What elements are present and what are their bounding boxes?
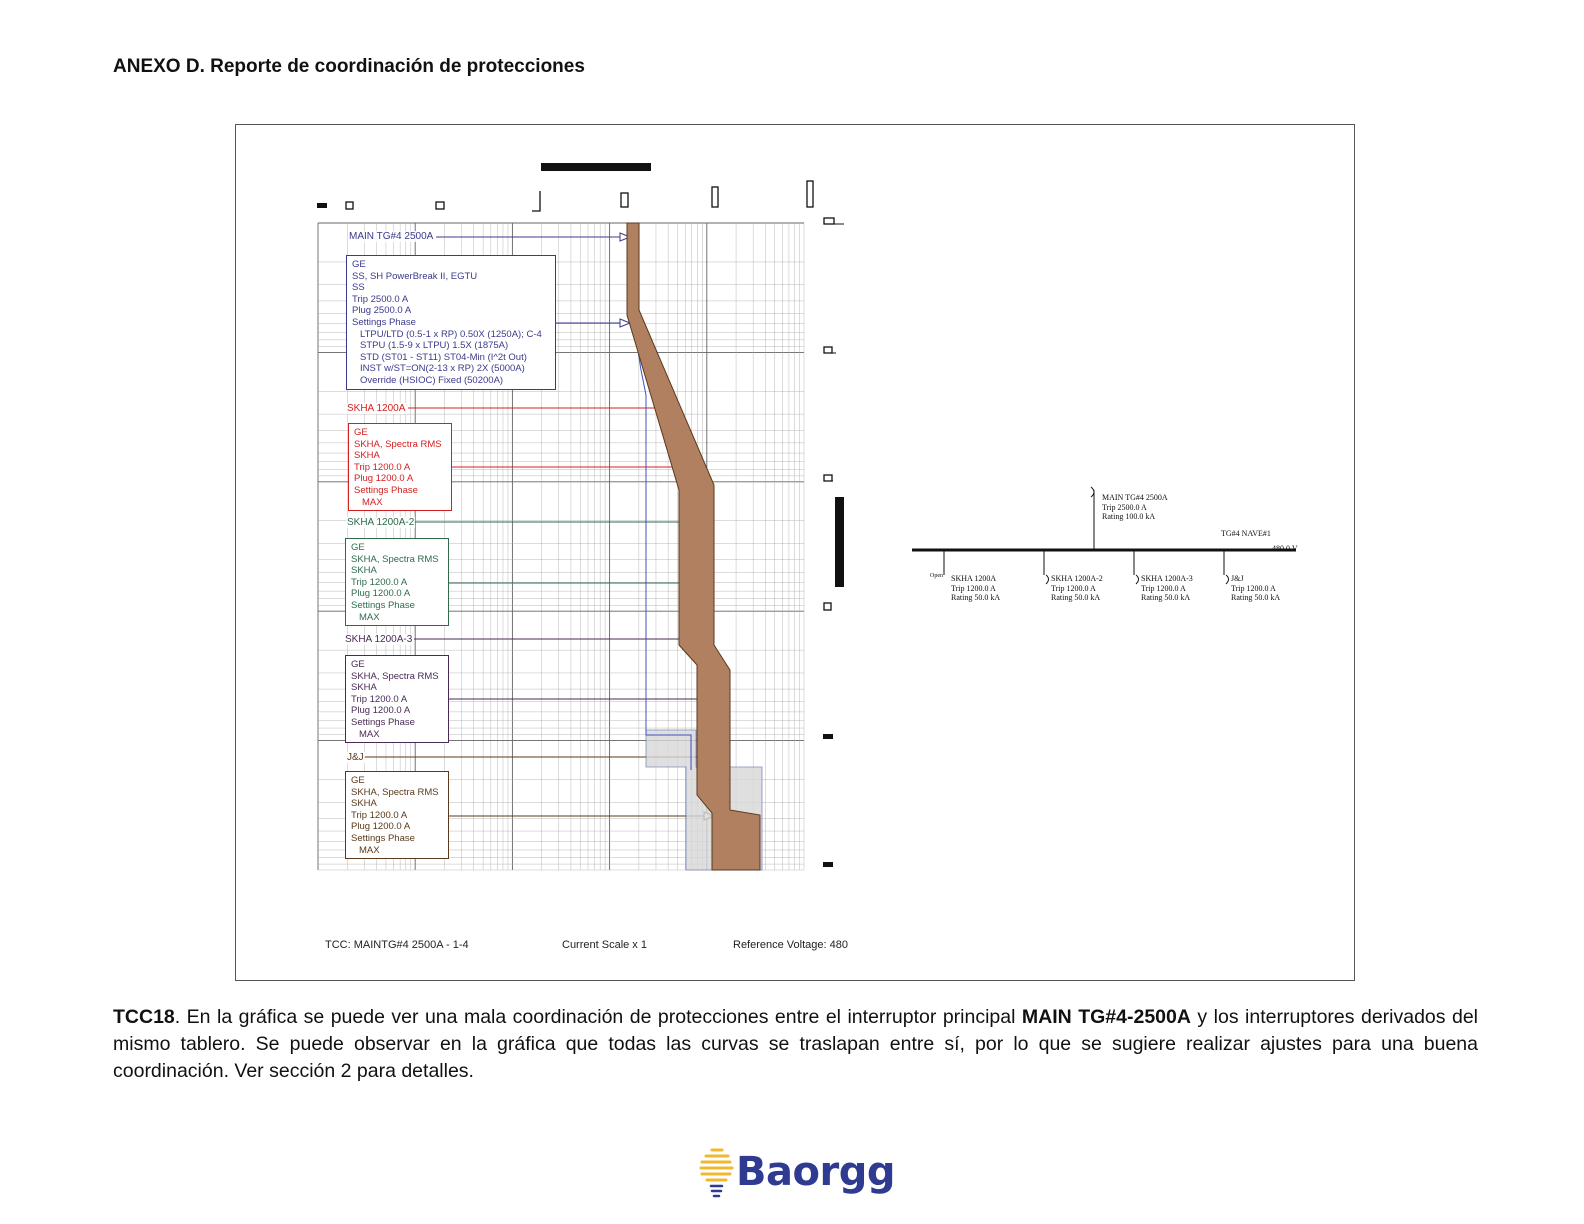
caption-highlight: MAIN TG#4-2500A [1021,1006,1191,1028]
info-line: MAX [362,496,383,508]
info-line: Plug 2500.0 A [352,305,412,317]
info-line: SKHA [351,682,377,694]
info-line: Settings Phase [351,599,415,611]
info-line: Trip 1200.0 A [351,809,408,821]
oneline-feeder-2: SKHA 1200A-2 Trip 1200.0 A Rating 50.0 kA [1051,574,1103,602]
device-label-skha-1200a-3: SKHA 1200A-3 [345,634,413,645]
device-label-skha-1200a-2: SKHA 1200A-2 [347,517,415,528]
info-line: SS, SH PowerBreak II, EGTU [352,270,478,282]
tcc-footer-voltage: Reference Voltage: 480 [733,939,848,951]
oneline-open-label: Open [930,573,943,579]
info-line: GE [352,259,366,270]
info-line: MAX [359,728,380,740]
info-line: SKHA [351,565,377,577]
oneline-feeder-4: J&J Trip 1200.0 A Rating 50.0 kA [1231,574,1281,602]
info-line: Trip 1200.0 A [354,461,411,473]
info-line: SKHA, Spectra RMS [351,786,439,798]
info-box-main [346,255,556,390]
info-line: SKHA, Spectra RMS [351,670,439,682]
info-line: MAX [359,844,380,856]
device-label-jj: J&J [347,752,364,763]
info-line: SKHA, Spectra RMS [351,553,439,565]
info-box-skha-1200a-3 [345,655,449,743]
oneline-bus-name: TG#4 NAVE#1 [1221,529,1271,538]
info-line: SKHA, Spectra RMS [354,438,442,450]
info-box-skha-1200a [348,423,452,511]
oneline-feeder-1: SKHA 1200A Trip 1200.0 A Rating 50.0 kA [951,574,1001,602]
info-line: Trip 1200.0 A [351,576,408,588]
lightbulb-logo-icon [698,1146,734,1198]
info-line: Plug 1200.0 A [351,821,411,833]
info-box-jj [345,771,449,859]
info-line: GE [351,775,365,786]
caption-prefix: TCC18 [113,1006,175,1028]
info-line: Plug 1200.0 A [351,588,411,600]
figure-caption [113,1004,1478,1085]
info-line: SKHA [354,450,380,462]
info-line: INST w/ST=ON(2-13 x RP) 2X (5000A) [360,363,525,375]
info-line: Plug 1200.0 A [354,473,414,485]
info-line: LTPU/LTD (0.5-1 x RP) 0.50X (1250A); C-4 [360,328,542,340]
tcc-footer-name: TCC: MAINTG#4 2500A - 1-4 [325,939,469,951]
info-line: Settings Phase [354,484,418,496]
brand-logo-text: Baorgg [736,1149,895,1195]
caption-part1: . En la gráfica se puede ver una mala coordinación de protecciones entre el interruptor principal [174,1006,1022,1028]
info-line: MAX [359,611,380,623]
info-line: SKHA [351,798,377,810]
info-line: GE [351,542,365,553]
device-label-skha-1200a: SKHA 1200A [347,403,406,414]
device-label-main: MAIN TG#4 2500A [349,231,434,242]
info-box-skha-1200a-2 [345,538,449,626]
caption-part2: y los interruptores derivados del mismo tablero. Se puede observar en la gráfica que todas las curvas se traslapan entre sí, por lo que se sugiere realizar ajustes para una buena coordinación. Ver sección 2 para detalles. [113,1006,1479,1082]
info-line: STD (ST01 - ST11) ST04-Min (I^2t Out) [360,351,527,363]
info-line: Settings Phase [351,716,415,728]
oneline-bus-voltage: 480.0 V [1272,544,1298,553]
info-line: Trip 1200.0 A [351,693,408,705]
info-line: GE [351,659,365,670]
tcc-footer-scale: Current Scale x 1 [562,939,647,951]
info-line: Override (HSIOC) Fixed (50200A) [360,374,504,386]
info-line: STPU (1.5-9 x LTPU) 1.5X (1875A) [360,340,509,352]
info-line: Settings Phase [351,832,415,844]
info-line: Trip 2500.0 A [352,293,409,305]
info-line: GE [354,427,368,438]
info-line: Settings Phase [352,316,416,328]
oneline-feeder-3: SKHA 1200A-3 Trip 1200.0 A Rating 50.0 kA [1141,574,1193,602]
tcc-report-frame [235,124,1355,981]
page-heading: ANEXO D. Reporte de coordinación de protecciones [113,56,585,77]
oneline-main-label: MAIN TG#4 2500A Trip 2500.0 A Rating 100.0 kA [1102,493,1168,521]
info-line: SS [352,282,365,294]
info-line: Plug 1200.0 A [351,705,411,717]
brand-logo [698,1146,895,1198]
